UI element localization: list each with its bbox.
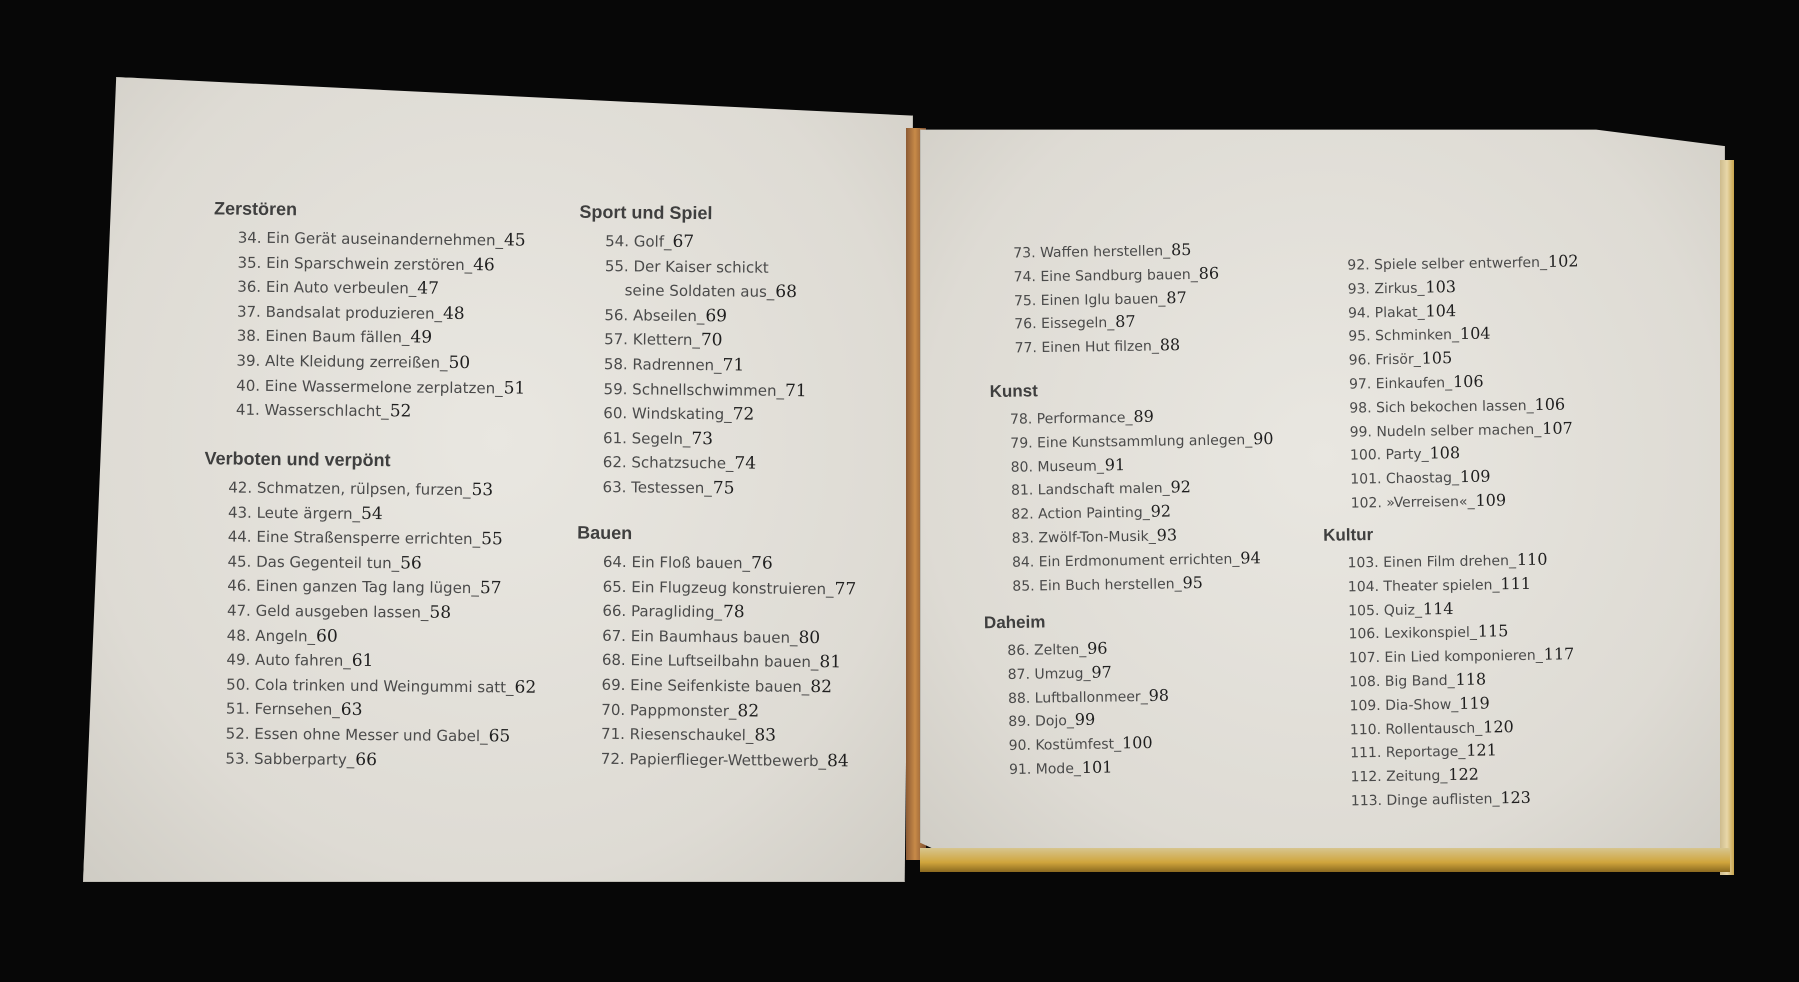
handwritten-page-number: 63 — [340, 700, 363, 721]
toc-title: 111. Reportage_ — [1350, 744, 1466, 762]
toc-list — [1347, 250, 1582, 515]
toc-item — [226, 672, 536, 700]
toc-list — [984, 637, 1170, 782]
toc-item — [237, 275, 526, 303]
toc-item — [226, 721, 536, 749]
handwritten-page-number: 56 — [400, 553, 422, 574]
toc-title: 112. Zeitung_ — [1350, 768, 1448, 786]
toc-title: 51. Fernsehen_ — [225, 699, 340, 720]
toc-item — [237, 250, 526, 278]
handwritten-page-number: 122 — [1448, 764, 1480, 785]
handwritten-page-number: 106 — [1534, 394, 1566, 414]
toc-item — [226, 697, 536, 725]
toc-item — [1350, 715, 1576, 742]
section-zerstoeren — [212, 198, 527, 425]
toc-title: 80. Museum_ — [1010, 457, 1104, 476]
toc-item — [1350, 762, 1576, 789]
handwritten-page-number: 87 — [1115, 312, 1136, 332]
toc-item — [1347, 548, 1573, 575]
toc-item — [1348, 298, 1580, 325]
toc-item — [1007, 637, 1168, 663]
toc-item — [603, 550, 857, 577]
toc-item — [226, 648, 536, 676]
toc-item — [1014, 286, 1220, 313]
toc-title: 46. Einen ganzen Tag lang lügen_ — [227, 576, 479, 598]
section-heading: Kunst — [989, 381, 1038, 401]
toc-title: 57. Klettern_ — [604, 330, 700, 350]
toc-item — [1008, 661, 1169, 687]
toc-item — [236, 373, 525, 401]
toc-title: 43. Leute ärgern_ — [227, 503, 361, 523]
toc-item — [603, 426, 806, 453]
handwritten-page-number: 84 — [826, 750, 849, 772]
handwritten-page-number: 104 — [1425, 300, 1457, 321]
toc-item — [1348, 620, 1574, 647]
handwritten-page-number: 104 — [1459, 324, 1491, 344]
handwritten-page-number: 94 — [1240, 548, 1261, 568]
toc-title: 67. Ein Baumhaus bauen_ — [602, 626, 798, 647]
toc-title: 105. Quiz_ — [1348, 601, 1423, 620]
toc-item — [1349, 691, 1575, 718]
toc-title: 109. Dia-Show_ — [1349, 696, 1459, 715]
toc-title: 58. Radrennen_ — [603, 355, 722, 375]
handwritten-page-number: 46 — [473, 254, 495, 275]
handwritten-page-number: 120 — [1483, 716, 1514, 737]
toc-title: 82. Action Painting_ — [1011, 504, 1150, 523]
toc-title: 56. Abseilen_ — [604, 305, 705, 325]
handwritten-page-number: 96 — [1086, 638, 1108, 658]
toc-item — [601, 722, 855, 749]
handwritten-page-number: 51 — [503, 377, 526, 399]
toc-title: 34. Ein Gerät auseinandernehmen_ — [237, 228, 504, 250]
toc-item — [1013, 239, 1219, 266]
toc-item — [602, 475, 805, 502]
toc-item — [603, 401, 806, 428]
toc-title: 96. Frisör_ — [1348, 351, 1421, 369]
section-kultur — [1323, 522, 1576, 813]
handwritten-page-number: 57 — [479, 578, 502, 599]
toc-title: 95. Schminken_ — [1348, 327, 1460, 346]
handwritten-page-number: 65 — [488, 726, 511, 747]
handwritten-page-number: 103 — [1425, 276, 1457, 297]
section-heading: Sport und Spiel — [579, 201, 713, 224]
handwritten-page-number: 61 — [351, 650, 374, 672]
toc-item — [1348, 596, 1574, 623]
handwritten-page-number: 109 — [1475, 490, 1507, 510]
section-bauen — [575, 523, 857, 774]
section-heading: Verboten und verpönt — [204, 448, 391, 471]
toc-item — [236, 398, 525, 426]
toc-title: 88. Luftballonmeer_ — [1007, 688, 1148, 707]
toc-title: 74. Eine Sandburg bauen_ — [1013, 266, 1198, 286]
toc-title: 91. Mode_ — [1008, 760, 1081, 778]
toc-item — [1348, 572, 1574, 599]
toc-item — [605, 229, 808, 256]
handwritten-page-number: 92 — [1150, 501, 1172, 521]
handwritten-page-number: 70 — [700, 330, 723, 351]
handwritten-page-number: 99 — [1074, 710, 1096, 730]
toc-title: 37. Bandsalat produzieren_ — [236, 302, 443, 323]
toc-title: 86. Zelten_ — [1007, 641, 1087, 659]
handwritten-page-number: 118 — [1455, 669, 1487, 689]
toc-item — [227, 549, 537, 577]
toc-title: 39. Alte Kleidung zerreißen_ — [236, 351, 448, 372]
toc-title: 83. Zwölf-Ton-Musik_ — [1011, 528, 1156, 547]
toc-title: 78. Performance_ — [1009, 409, 1133, 428]
toc-title: 50. Cola trinken und Weingummi satt_ — [226, 675, 514, 697]
toc-title: 104. Theater spielen_ — [1347, 577, 1500, 596]
handwritten-page-number: 54 — [361, 503, 383, 524]
toc-title-continuation — [605, 278, 808, 305]
toc-item — [237, 299, 526, 327]
handwritten-page-number: 114 — [1422, 598, 1454, 618]
toc-item — [1351, 488, 1583, 515]
handwritten-page-number: 119 — [1459, 693, 1490, 713]
toc-title: 35. Ein Sparschwein zerstören_ — [237, 253, 473, 274]
toc-item — [228, 525, 538, 553]
toc-item — [1350, 417, 1582, 444]
handwritten-page-number: 108 — [1429, 443, 1461, 463]
handwritten-page-number: 68 — [775, 282, 798, 303]
toc-item — [1349, 667, 1575, 694]
section-verboten — [201, 448, 538, 774]
toc-title: 70. Pappmonster_ — [601, 700, 737, 720]
toc-item — [1015, 334, 1221, 361]
toc-title: 99. Nudeln selber machen_ — [1349, 421, 1542, 441]
toc-item — [603, 377, 806, 404]
toc-title: 113. Dinge auflisten_ — [1350, 791, 1500, 810]
toc-list — [1013, 239, 1220, 361]
toc-title: 66. Paragliding_ — [602, 601, 723, 622]
handwritten-page-number: 100 — [1121, 733, 1153, 753]
toc-item — [1009, 732, 1170, 758]
toc-item — [1008, 684, 1169, 710]
handwritten-page-number: 52 — [389, 401, 412, 422]
toc-item — [604, 352, 807, 379]
toc-title: 84. Ein Erdmonument errichten_ — [1011, 551, 1240, 571]
toc-title: 72. Papierflieger-Wettbewerb_ — [600, 749, 827, 770]
toc-item — [1349, 346, 1581, 373]
toc-item — [227, 623, 537, 651]
toc-item — [1348, 322, 1580, 349]
toc-title: 40. Eine Wassermelone zerplatzen_ — [236, 376, 503, 397]
toc-title: 64. Ein Floß bauen_ — [602, 552, 751, 573]
toc-title: 69. Eine Seifenkiste bauen_ — [601, 675, 810, 696]
toc-title: 53. Sabberparty_ — [225, 749, 355, 769]
toc-title: 61. Segeln_ — [602, 428, 691, 448]
handwritten-page-number: 110 — [1516, 549, 1548, 570]
handwritten-page-number: 105 — [1421, 348, 1453, 368]
toc-item — [1012, 547, 1276, 574]
handwritten-page-number: 60 — [315, 625, 338, 647]
handwritten-page-number: 87 — [1166, 287, 1187, 307]
handwritten-page-number: 77 — [834, 578, 857, 600]
section-heading: Zerstören — [213, 198, 298, 220]
toc-item — [602, 599, 856, 626]
toc-item — [604, 327, 807, 354]
toc-item — [1350, 465, 1582, 492]
toc-item — [237, 324, 526, 352]
toc-list — [1323, 548, 1576, 813]
toc-title: 48. Angeln_ — [226, 626, 316, 645]
handwritten-page-number: 53 — [471, 480, 494, 501]
toc-item — [1350, 739, 1576, 766]
toc-title: 42. Schmatzen, rülpsen, furzen_ — [228, 478, 471, 500]
toc-title: 52. Essen ohne Messer und Gabel_ — [225, 724, 488, 746]
toc-title: 97. Einkaufen_ — [1348, 375, 1453, 393]
toc-title: 101. Chaostag_ — [1350, 470, 1460, 488]
handwritten-page-number: 58 — [429, 602, 452, 623]
handwritten-page-number: 71 — [784, 380, 807, 401]
toc-title: 68. Eine Luftseilbahn bauen_ — [601, 651, 819, 672]
toc-item — [603, 450, 806, 477]
toc-item — [602, 624, 856, 651]
handwritten-page-number: 93 — [1156, 525, 1178, 545]
handwritten-page-number: 80 — [798, 627, 821, 648]
toc-title: 60. Windskating_ — [603, 404, 732, 424]
handwritten-page-number: 115 — [1477, 621, 1509, 641]
toc-title: 85. Ein Buch herstellen_ — [1012, 575, 1182, 595]
handwritten-page-number: 66 — [355, 749, 378, 770]
handwritten-page-number: 81 — [819, 652, 842, 673]
handwritten-page-number: 117 — [1543, 644, 1575, 664]
toc-item — [227, 574, 537, 602]
toc-item — [1009, 756, 1170, 782]
toc-item — [1008, 708, 1169, 734]
section-bauen-continued — [1013, 239, 1220, 361]
toc-title-line2: seine Soldaten aus_ — [624, 281, 775, 302]
handwritten-page-number: 82 — [810, 676, 833, 698]
toc-item — [1349, 643, 1575, 670]
toc-title: 77. Einen Hut filzen_ — [1014, 338, 1159, 357]
toc-title: 110. Rollentausch_ — [1349, 720, 1483, 738]
toc-title: 44. Eine Straßensperre errichten_ — [227, 527, 481, 549]
toc-title: 47. Geld ausgeben lassen_ — [226, 601, 429, 622]
toc-title: 90. Kostümfest_ — [1008, 736, 1122, 755]
toc-title: 92. Spiele selber entwerfen_ — [1347, 254, 1548, 274]
toc-title: 98. Sich bekochen lassen_ — [1349, 397, 1534, 417]
toc-title: 106. Lexikonspiel_ — [1348, 625, 1477, 643]
toc-title: 75. Einen Iglu bauen_ — [1013, 290, 1166, 310]
handwritten-page-number: 67 — [672, 231, 695, 253]
toc-list — [990, 404, 1276, 598]
toc-list — [201, 475, 538, 774]
toc-title: 89. Dojo_ — [1008, 713, 1074, 731]
toc-item — [1349, 393, 1581, 420]
toc-title: 45. Das Gegenteil tun_ — [227, 552, 400, 573]
handwritten-page-number: 48 — [442, 303, 465, 324]
handwritten-page-number: 45 — [503, 230, 526, 251]
handwritten-page-number: 72 — [732, 404, 755, 425]
toc-item — [602, 648, 856, 675]
toc-item — [601, 747, 855, 774]
toc-title: 63. Testessen_ — [602, 478, 712, 498]
handwritten-page-number: 89 — [1133, 406, 1154, 426]
handwritten-page-number: 50 — [448, 352, 471, 374]
toc-title: 87. Umzug_ — [1007, 665, 1091, 683]
yellow-cover-edge — [920, 848, 1730, 872]
toc-item — [1347, 250, 1579, 277]
handwritten-page-number: 91 — [1104, 454, 1126, 474]
toc-item — [1010, 428, 1274, 455]
handwritten-page-number: 76 — [750, 553, 773, 574]
toc-item — [1014, 310, 1220, 337]
handwritten-page-number: 62 — [514, 677, 537, 698]
toc-item — [601, 673, 855, 700]
toc-item — [236, 349, 525, 377]
handwritten-page-number: 82 — [737, 700, 760, 722]
toc-item — [605, 254, 809, 305]
toc-title: 108. Big Band_ — [1349, 672, 1455, 691]
handwritten-page-number: 88 — [1159, 335, 1181, 355]
toc-item — [1351, 786, 1577, 813]
toc-title: 73. Waffen herstellen_ — [1013, 243, 1171, 262]
section-kunst — [990, 378, 1276, 598]
toc-title: 81. Landschaft malen_ — [1010, 480, 1170, 500]
handwritten-page-number: 109 — [1459, 466, 1491, 487]
handwritten-page-number: 49 — [410, 327, 433, 349]
toc-item — [228, 476, 538, 504]
toc-title: 107. Ein Lied komponieren_ — [1348, 647, 1543, 667]
toc-item — [604, 303, 807, 330]
page-edges-right — [1720, 160, 1734, 875]
toc-item — [228, 500, 538, 528]
toc-title: 54. Golf_ — [605, 232, 672, 251]
toc-item — [1350, 441, 1582, 468]
section-heading: Kultur — [1323, 525, 1374, 545]
toc-title: 38. Einen Baum fällen_ — [236, 326, 410, 347]
toc-title: 102. »Verreisen«_ — [1350, 493, 1475, 512]
toc-title: 103. Einen Film drehen_ — [1347, 553, 1517, 572]
section-daheim-continued — [1347, 250, 1582, 515]
toc-item — [1349, 369, 1581, 396]
handwritten-page-number: 78 — [722, 602, 745, 623]
section-daheim — [984, 611, 1170, 782]
toc-item — [1014, 262, 1220, 289]
toc-title: 79. Eine Kunstsammlung anlegen_ — [1010, 432, 1253, 452]
handwritten-page-number: 69 — [705, 305, 728, 327]
toc-item — [601, 697, 855, 724]
toc-item — [227, 598, 537, 626]
toc-title: 93. Zirkus_ — [1347, 280, 1425, 298]
handwritten-page-number: 106 — [1452, 371, 1484, 392]
section-sport-und-spiel — [576, 202, 808, 502]
handwritten-page-number: 85 — [1170, 239, 1192, 260]
handwritten-page-number: 107 — [1542, 418, 1573, 438]
handwritten-page-number: 92 — [1170, 477, 1191, 497]
handwritten-page-number: 73 — [691, 428, 714, 449]
toc-item — [1348, 274, 1580, 301]
toc-item — [225, 746, 535, 774]
handwritten-page-number: 90 — [1253, 428, 1274, 449]
toc-title: 76. Eissegeln_ — [1014, 315, 1115, 333]
handwritten-page-number: 71 — [722, 355, 745, 376]
toc-title: 65. Ein Flugzeug konstruieren_ — [602, 577, 834, 598]
handwritten-page-number: 121 — [1466, 740, 1497, 761]
handwritten-page-number: 74 — [734, 453, 757, 475]
toc-title: 49. Auto fahren_ — [226, 650, 351, 670]
toc-list — [575, 550, 857, 774]
handwritten-page-number: 95 — [1182, 572, 1203, 592]
handwritten-page-number: 101 — [1081, 757, 1113, 777]
handwritten-page-number: 47 — [417, 278, 440, 299]
handwritten-page-number: 55 — [481, 529, 503, 550]
handwritten-page-number: 83 — [754, 725, 777, 746]
toc-title: 62. Schatzsuche_ — [602, 453, 734, 473]
section-heading: Bauen — [577, 522, 633, 544]
handwritten-page-number: 86 — [1198, 263, 1220, 283]
toc-title: 36. Ein Auto verbeulen_ — [237, 277, 417, 298]
toc-title: 55. Der Kaiser schickt — [604, 256, 769, 277]
handwritten-page-number: 97 — [1091, 662, 1112, 682]
toc-list — [212, 225, 527, 425]
toc-title: 94. Plakat_ — [1347, 304, 1425, 322]
section-heading: Daheim — [983, 612, 1046, 633]
toc-title: 71. Riesenschaukel_ — [601, 724, 754, 745]
handwritten-page-number: 75 — [712, 478, 735, 499]
toc-list — [576, 229, 808, 502]
toc-item — [238, 226, 527, 254]
toc-title: 100. Party_ — [1349, 446, 1429, 464]
toc-item — [1012, 571, 1276, 598]
handwritten-page-number: 123 — [1500, 787, 1532, 808]
toc-title: 41. Wasserschlacht_ — [235, 400, 389, 421]
handwritten-page-number: 98 — [1148, 685, 1170, 705]
handwritten-page-number: 102 — [1547, 251, 1579, 271]
handwritten-page-number: 111 — [1500, 573, 1532, 594]
toc-item — [603, 574, 857, 601]
toc-title: 59. Schnellschwimmen_ — [603, 379, 785, 400]
